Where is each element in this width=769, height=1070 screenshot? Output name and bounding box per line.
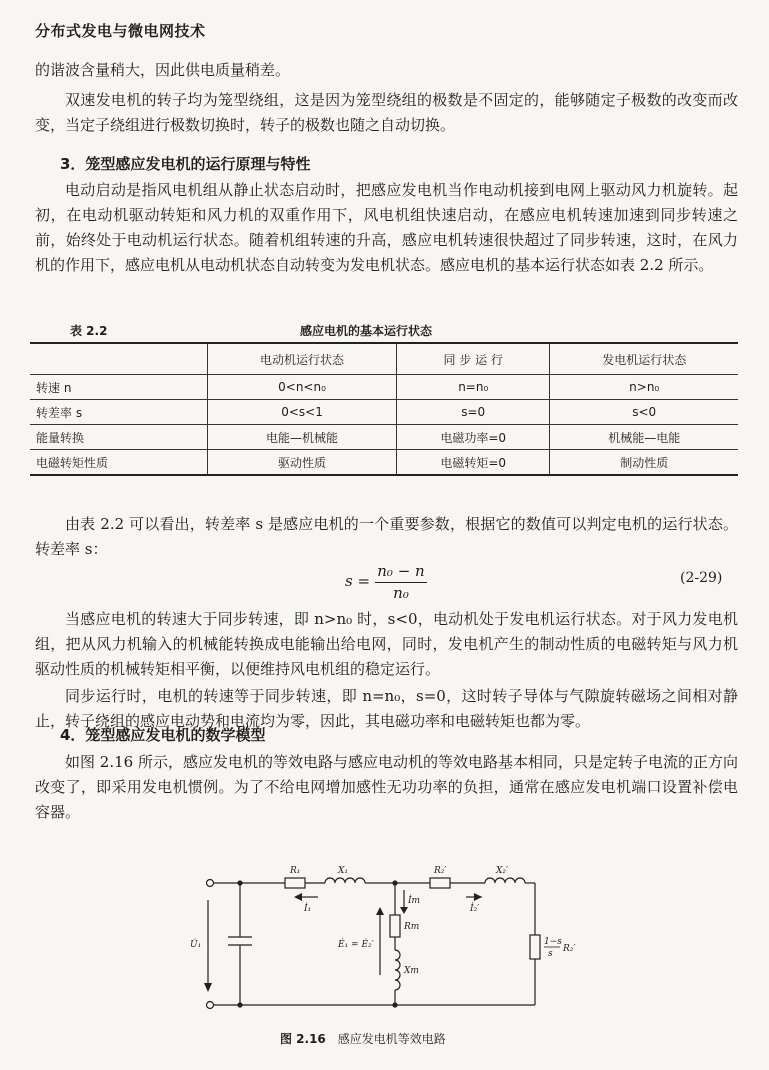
- junction: [393, 881, 397, 885]
- fraction-bar: [375, 582, 427, 583]
- r2-resistor: [430, 878, 450, 888]
- table-header-cell: 电动机运行状态: [208, 343, 397, 375]
- i2-label: İ₂′: [470, 904, 480, 914]
- table-cell: 能量转换: [30, 425, 208, 450]
- operating-state-table: [30, 342, 738, 476]
- i1-label: İ₁: [304, 904, 312, 914]
- formula-denominator: n₀: [393, 584, 409, 602]
- im-label: İm: [408, 896, 421, 906]
- table-cell: 0<s<1: [208, 400, 397, 425]
- r1-resistor: [285, 878, 305, 888]
- table-row: [30, 375, 738, 400]
- table-cell: s=0: [397, 400, 550, 425]
- junction: [238, 881, 242, 885]
- table-cell: 转速 n: [30, 375, 208, 400]
- table-header-cell: 同 步 运 行: [397, 343, 550, 375]
- table-title: 感应电机的基本运行状态: [300, 324, 433, 338]
- load-resistor: [530, 935, 540, 959]
- table-number: 表 2.2: [70, 324, 108, 338]
- terminal: [207, 1002, 214, 1009]
- equivalent-circuit-diagram: [190, 855, 590, 1025]
- load-numerator: 1−s: [544, 937, 562, 947]
- table-cell: 转差率 s: [30, 400, 208, 425]
- paragraph-0: 的谐波含量稍大，因此供电质量稍差。: [35, 61, 291, 79]
- junction: [393, 1003, 397, 1007]
- paragraph-6: 如图 2.16 所示，感应发电机的等效电路与感应电动机的等效电路基本相同，只是定转子电流的正方向改变了，即采用发电机惯例。为了不给电网增加感性无功功率的负担，通常在感应发电机端口设置补偿电容器。: [35, 753, 738, 821]
- junction: [238, 1003, 242, 1007]
- table-header-cell: [30, 343, 208, 375]
- formula-numerator: n₀ − n: [377, 562, 425, 580]
- table-row: [30, 425, 738, 450]
- figure-title: 感应发电机等效电路: [337, 1032, 446, 1046]
- equation-number: (2-29): [680, 570, 723, 586]
- figure-number: 图 2.16: [280, 1032, 326, 1046]
- paragraph-5: 同步运行时，电机的转速等于同步转速，即 n=n₀，s=0，这时转子导体与气隙旋转磁场之间相对静止，转子绕组的感应电动势和电流均为零，因此，其电磁功率和电磁转矩也都为零。: [35, 687, 738, 730]
- table-cell: n=n₀: [397, 375, 550, 400]
- load-r-label: R₂′: [563, 944, 576, 954]
- u1-label: U̇₁: [190, 940, 202, 950]
- r1-label: R₁: [290, 866, 301, 876]
- running-header: 分布式发电与微电网技术: [35, 22, 206, 40]
- table-cell: 电能—机械能: [208, 425, 397, 450]
- formula-lhs: s =: [345, 572, 371, 590]
- xm-label: Xm: [404, 966, 419, 976]
- table-cell: 电磁转矩性质: [30, 450, 208, 476]
- xm-inductor: [395, 950, 400, 990]
- section-heading-4: 4．笼型感应发电机的数学模型: [60, 726, 266, 744]
- table-header-row: [30, 343, 738, 375]
- table-cell: 驱动性质: [208, 450, 397, 476]
- table-cell: 0<n<n₀: [208, 375, 397, 400]
- table-header-cell: 发电机运行状态: [550, 343, 738, 375]
- table-cell: 电磁功率=0: [397, 425, 550, 450]
- table-row: [30, 450, 738, 476]
- x1-inductor: [325, 878, 365, 883]
- table-cell: 制动性质: [550, 450, 738, 476]
- section-heading-3: 3．笼型感应发电机的运行原理与特性: [60, 155, 311, 173]
- table-cell: s<0: [550, 400, 738, 425]
- x2-inductor: [485, 878, 525, 883]
- terminal: [207, 880, 214, 887]
- x2-label: X₂′: [496, 866, 509, 876]
- paragraph-2: 电动启动是指风电机组从静止状态启动时，把感应发电机当作电动机接到电网上驱动风力机旋转。起初，在电动机驱动转矩和风力机的双重作用下，风电机组快速启动，在感应电机转速加速到同步转速之前，始终处于电动机运行状态。随着机组转速的升高，感应电机转速很快超过了同步转速，这时，在风力机的作用下，感应电机从电动机状态自动转变为发电机状态。感应电机的基本运行状态如表 2.2 所示。: [35, 181, 738, 274]
- rm-resistor: [390, 915, 400, 937]
- load-denominator: s: [548, 949, 553, 959]
- paragraph-1: 双速发电机的转子均为笼型绕组，这是因为笼型绕组的极数是不固定的，能够随定子极数的改变而改变，当定子绕组进行极数切换时，转子的极数也随之自动切换。: [35, 91, 738, 134]
- table-row: [30, 400, 738, 425]
- paragraph-3: 由表 2.2 可以看出，转差率 s 是感应电机的一个重要参数，根据它的数值可以判定电机的运行状态。转差率 s：: [35, 515, 738, 558]
- rm-label: Rm: [404, 922, 420, 932]
- emf-label: Ė₁ = Ė₂′: [338, 940, 374, 950]
- figure-caption: [280, 1030, 446, 1047]
- table-cell: n>n₀: [550, 375, 738, 400]
- x1-label: X₁: [338, 866, 349, 876]
- paragraph-4: 当感应电机的转速大于同步转速，即 n>n₀ 时，s<0，电动机处于发电机运行状态。对于风力发电机组，把从风力机输入的机械能转换成电能输出给电网，同时，发电机产生的制动性质的电磁转矩与风力机驱动性质的机械转矩相平衡，以便维持风电机组的稳定运行。: [35, 610, 738, 678]
- table-cell: 电磁转矩=0: [397, 450, 550, 476]
- r2-label: R₂′: [434, 866, 447, 876]
- table-cell: 机械能—电能: [550, 425, 738, 450]
